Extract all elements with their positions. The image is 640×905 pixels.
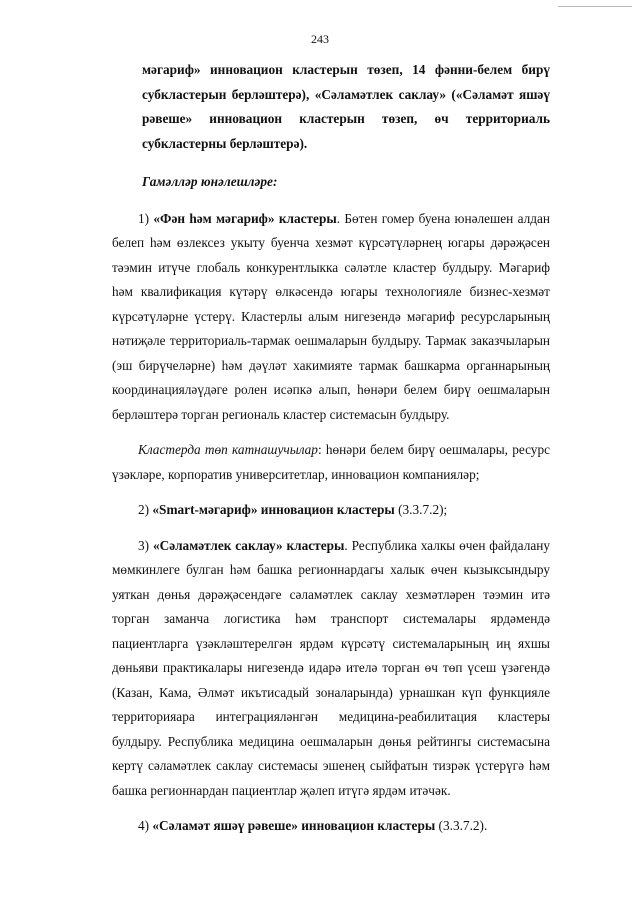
item-number: 2) xyxy=(138,502,153,517)
document-body xyxy=(112,58,550,839)
item-smart-education xyxy=(112,498,550,523)
item-participants xyxy=(112,438,550,487)
page-number: 243 xyxy=(311,32,329,46)
top-corner-rule xyxy=(558,6,632,7)
item-healthy-lifestyle xyxy=(112,814,550,839)
item-text: (3.3.7.2). xyxy=(435,818,488,833)
participants-text: : һөнәри белем бирү оешмалары, ресурс үзәкләре, корпоратив университетлар, инновацион компанияләр; xyxy=(112,442,551,482)
intro-paragraph: мәгариф» инновацион кластерын төзеп, 14 фәнни-белем бирү субкластерын берләштерә), «Сәламәтлек саклау» («Сәламәт яшәү рәвеше» инновацион кластерын төзеп, өч территориаль субкластерны берләштерә). xyxy=(142,62,550,151)
item-title: «Сәламәтлек саклау» кластеры xyxy=(152,537,345,553)
item-science-education xyxy=(112,207,550,428)
item-title: «Фән һәм мәгариф» кластеры xyxy=(153,210,337,226)
item-text: (3.3.7.2); xyxy=(394,502,448,517)
item-title: «Smart-мәгариф» инновацион кластеры xyxy=(152,502,395,517)
section-heading: Гамәлләр юнәлешләре: xyxy=(142,174,278,189)
participants-label: Кластерда төп катнашучылар xyxy=(138,442,318,457)
item-text: . Республика халкы өчен файдалану мөмкинлеге булган һәм башка регионнардагы халык өчен кызыксындыру уяткан дөнья дәрәҗәсендәге сәламәтлек саклау хезмәтләрен тәэмин итә торган заманча логистика һәм транспорт системалары ярдәмендә пациентларга үзәкләштерелгән ярдәм күрсәтү системаларының иң яхшы дөньяви практикалары нигезендә идарә ителә торган өч төп үсеш үзәгендә (Казан, Кама, Әлмәт икътисадый зоналарында) урнашкан күп функцияле территорияара интеграцияләнгән медицина-реабилитация кластеры булдыру. Республика медицина оешмаларын дөнья рейтингы системасына кертү сәламәтлек саклау системасы эшенең сыйфатын тизрәк үстерүгә һәм башка регионнардан пациентлар җәлеп итүгә ярдәм итәчәк. xyxy=(112,537,551,798)
item-number: 1) xyxy=(138,210,154,226)
item-healthcare xyxy=(112,534,550,804)
item-number: 4) xyxy=(138,818,153,833)
item-title: «Сәламәт яшәү рәвеше» инновацион кластеры xyxy=(152,818,436,833)
item-text: . Бөтен гомер буена юнәлешен алдан белеп һәм өзлексез укыту буенча хезмәт күрсәтүләрнең югары дәрәҗәсен тәэмин итүче глобаль конкурентлыкка сәләтле кластер булдыру. Мәгариф һәм квалификация күтәрү өлкәсендә югары технологияле бизнес-хезмәт күрсәтүләрне үстерү. Кластерлы алым нигезендә мәгариф ресурсларының нәтиҗәле территориаль-тармак оешмаларын булдыру. Тармак заказчыларын (эш бирүчеләрне) һәм дәүләт хакимияте тармак башкарма органнарының координацияләүдәге ролен исәпкә алып, һөнәри белем бирү оешмаларын берләштерә торган региональ кластер системасын булдыру. xyxy=(112,210,551,422)
item-number: 3) xyxy=(138,537,153,553)
